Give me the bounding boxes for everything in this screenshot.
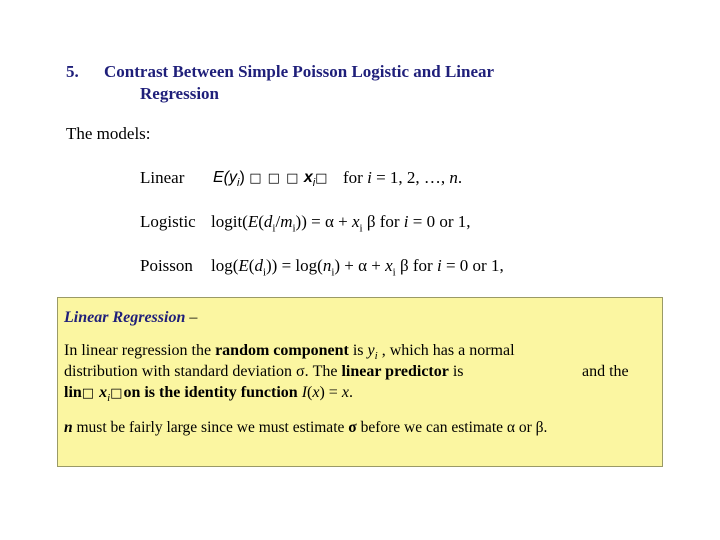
missing-glyph-icon: □ bbox=[81, 386, 96, 401]
note-line-2-end: and the bbox=[582, 363, 629, 380]
poisson-model-formula: $\log(E(d_i)) = \log(n_i) + \alpha + x_i$ β for i = 0 or 1, bbox=[211, 256, 504, 279]
linear-model-label: Linear bbox=[140, 168, 185, 187]
linear-model-range: for i = 1, 2, …, n. bbox=[343, 168, 463, 187]
missing-glyph-icon: □ □ □ bbox=[249, 171, 300, 186]
logistic-model-label: Logistic bbox=[140, 212, 196, 231]
note-line-3: lin□ $x_i□on$ is the identity function I(x) = x. bbox=[64, 384, 353, 405]
poisson-model-label: Poisson bbox=[140, 256, 193, 275]
models-label: The models: bbox=[66, 124, 151, 143]
section-title-line-2: Regression bbox=[140, 84, 220, 103]
missing-glyph-icon: □ bbox=[110, 386, 124, 401]
linear-regression-note-box bbox=[57, 297, 663, 467]
note-line-2: distribution with standard deviation σ. The linear predictor is bbox=[64, 363, 464, 380]
logistic-model-formula: $logit(E(d_i/m_i)) = \alpha + x_i$ β for i = 0 or 1, bbox=[211, 212, 471, 235]
missing-glyph-icon: □ bbox=[315, 171, 329, 186]
note-title: Linear Regression – bbox=[64, 309, 198, 326]
section-number: 5. bbox=[66, 62, 79, 81]
linear-model-formula: $E(y_i)$ □ □ □ $x_i□$ bbox=[213, 169, 329, 190]
note-line-1: In linear regression the random component is $y_i$ , which has a normal bbox=[64, 342, 515, 363]
note-line-4: n must be fairly large since we must estimate σ before we can estimate α or β. bbox=[64, 419, 548, 436]
section-title-line-1: Contrast Between Simple Poisson Logistic and Linear bbox=[104, 62, 495, 81]
